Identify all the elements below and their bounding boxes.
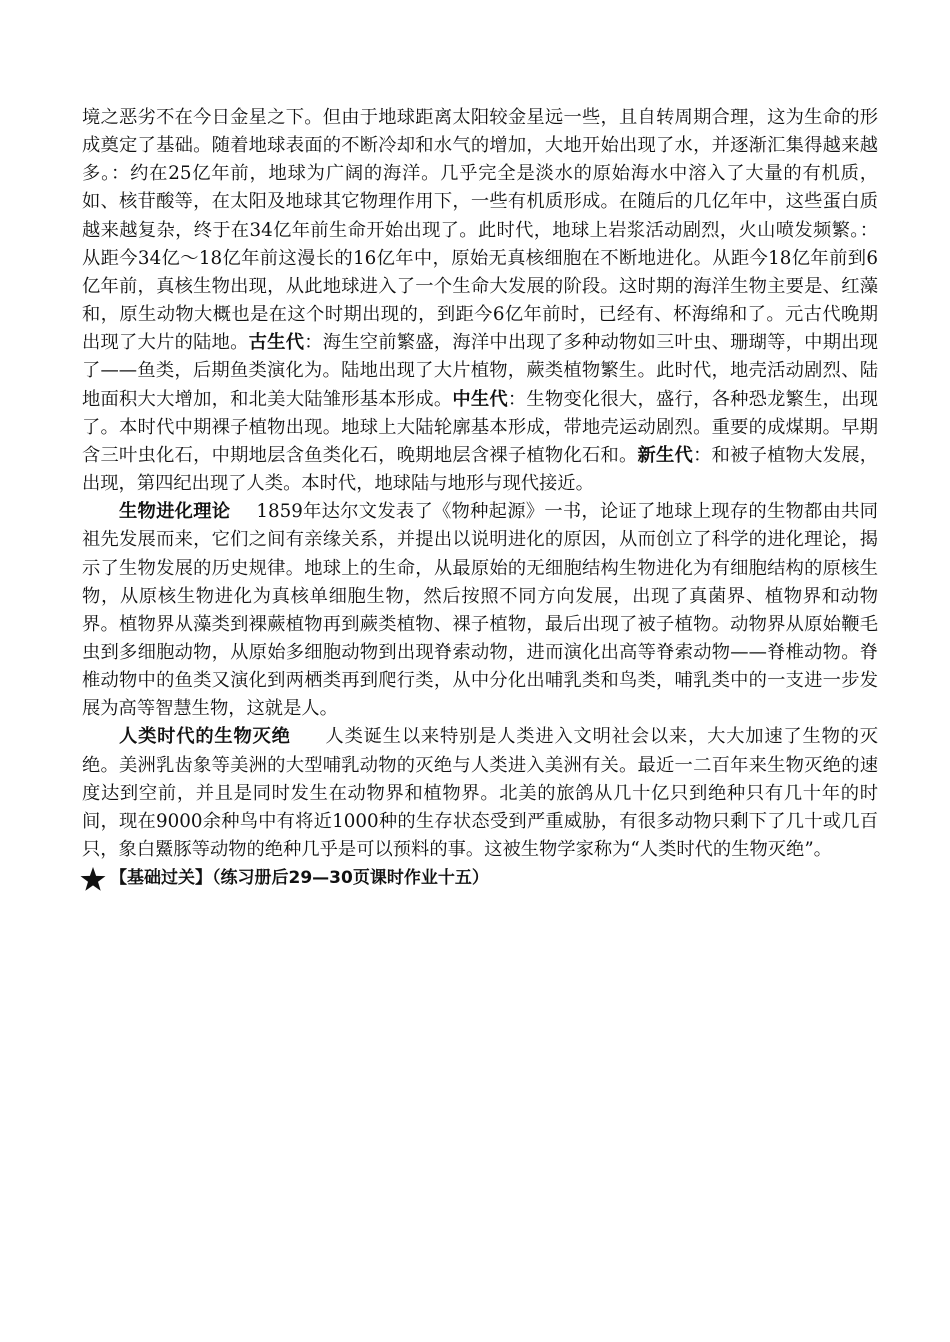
cenozoic-text: ：和被子植物大发展，出现，第四纪出现了人类。本时代，地球陆与地形与现代接近。	[82, 444, 879, 495]
extinction-paragraph	[82, 723, 878, 864]
evolution-paragraph	[82, 498, 878, 723]
mesozoic-label: 中生代	[452, 388, 508, 410]
document-page	[82, 104, 878, 892]
extinction-heading: 人类时代的生物灭绝	[119, 726, 291, 748]
section-title: 【基础过关】（练习册后29—30页课时作业十五）	[110, 868, 489, 889]
paleozoic-text: ：海生空前繁盛，海洋中出现了多种动物如三叶虫、珊瑚等，中期出现了——鱼类，后期鱼类演化为。陆地出现了大片植物，蕨类植物繁生。此时代，地壳活动剧烈、陆地面积大大增加，和北美大陆雏形基本形成。	[82, 332, 879, 410]
cenozoic-label: 新生代	[637, 444, 694, 466]
evolution-heading: 生物进化理论	[119, 501, 231, 523]
extinction-text: 人类诞生以来特别是人类进入文明社会以来，大大加速了生物的灭绝。美洲乳齿象等美洲的大型哺乳动物的灭绝与人类进入美洲有关。最近一二百年来生物灭绝的速度达到空前，并且是同时发生在动物界和植物界。北美的旅鸽从几十亿只到绝种只有几十年的时间，现在9000余种鸟中有将近1000种的生存状态受到严重威胁，有很多动物只剩下了几十或几百只，象白鱀豚等动物的绝种几乎是可以预料的事。这被生物学家称为“人类时代的生物灭绝”。	[82, 726, 879, 861]
evolution-text: 1859年达尔文发表了《物种起源》一书，论证了地球上现存的生物都由共同祖先发展而来，它们之间有亲缘关系，并提出以说明进化的原因，从而创立了科学的进化理论，揭示了生物发展的历史规律。地球上的生命，从最原始的无细胞结构生物进化为有细胞结构的原核生物，从原核生物进化为真核单细胞生物，然后按照不同方向发展，出现了真菌界、植物界和动物界。植物界从藻类到裸蕨植物再到蕨类植物、裸子植物，最后出现了被子植物。动物界从原始鞭毛虫到多细胞动物，从原始多细胞动物到出现脊索动物，进而演化出高等脊索动物——脊椎动物。脊椎动物中的鱼类又演化到两栖类再到爬行类，从中分化出哺乳类和鸟类，哺乳类中的一支进一步发展为高等智慧生物，这就是人。	[82, 501, 879, 720]
section-basic-practice	[80, 864, 878, 892]
star-icon	[80, 867, 106, 891]
geology-text: 境之恶劣不在今日金星之下。但由于地球距离太阳较金星远一些，且自转周期合理，这为生命的形成奠定了基础。随着地球表面的不断冷却和水气的增加，大地开始出现了水，并逐渐汇集得越来越多。：约在25亿年前，地球为广阔的海洋。几乎完全是淡水的原始海水中溶入了大量的有机质，如、核苷酸等，在太阳及地球其它物理作用下，一些有机质形成。在随后的几亿年中，这些蛋白质越来越复杂，终于在34亿年前生命开始出现了。此时代，地球上岩浆活动剧烈，火山喷发频繁。：从距今34亿～18亿年前这漫长的16亿年中，原始无真核细胞在不断地进化。从距今18亿年前到6亿年前，真核生物出现，从此地球进入了一个生命大发展的阶段。这时期的海洋生物主要是、红藻和，原生动物大概也是在这个时期出现的，到距今6亿年前时，已经有、杯海绵和了。元古代晚期出现了大片的陆地。	[82, 107, 878, 354]
paleozoic-label: 古生代	[248, 332, 305, 354]
geology-paragraph	[82, 104, 878, 498]
mesozoic-text: ：生物变化很大，盛行，各种恐龙繁生，出现了。本时代中期裸子植物出现。地球上大陆轮廓基本形成，带地壳运动剧烈。重要的成煤期。早期含三叶虫化石，中期地层含鱼类化石，晚期地层含裸子植物化石和。	[82, 388, 879, 466]
